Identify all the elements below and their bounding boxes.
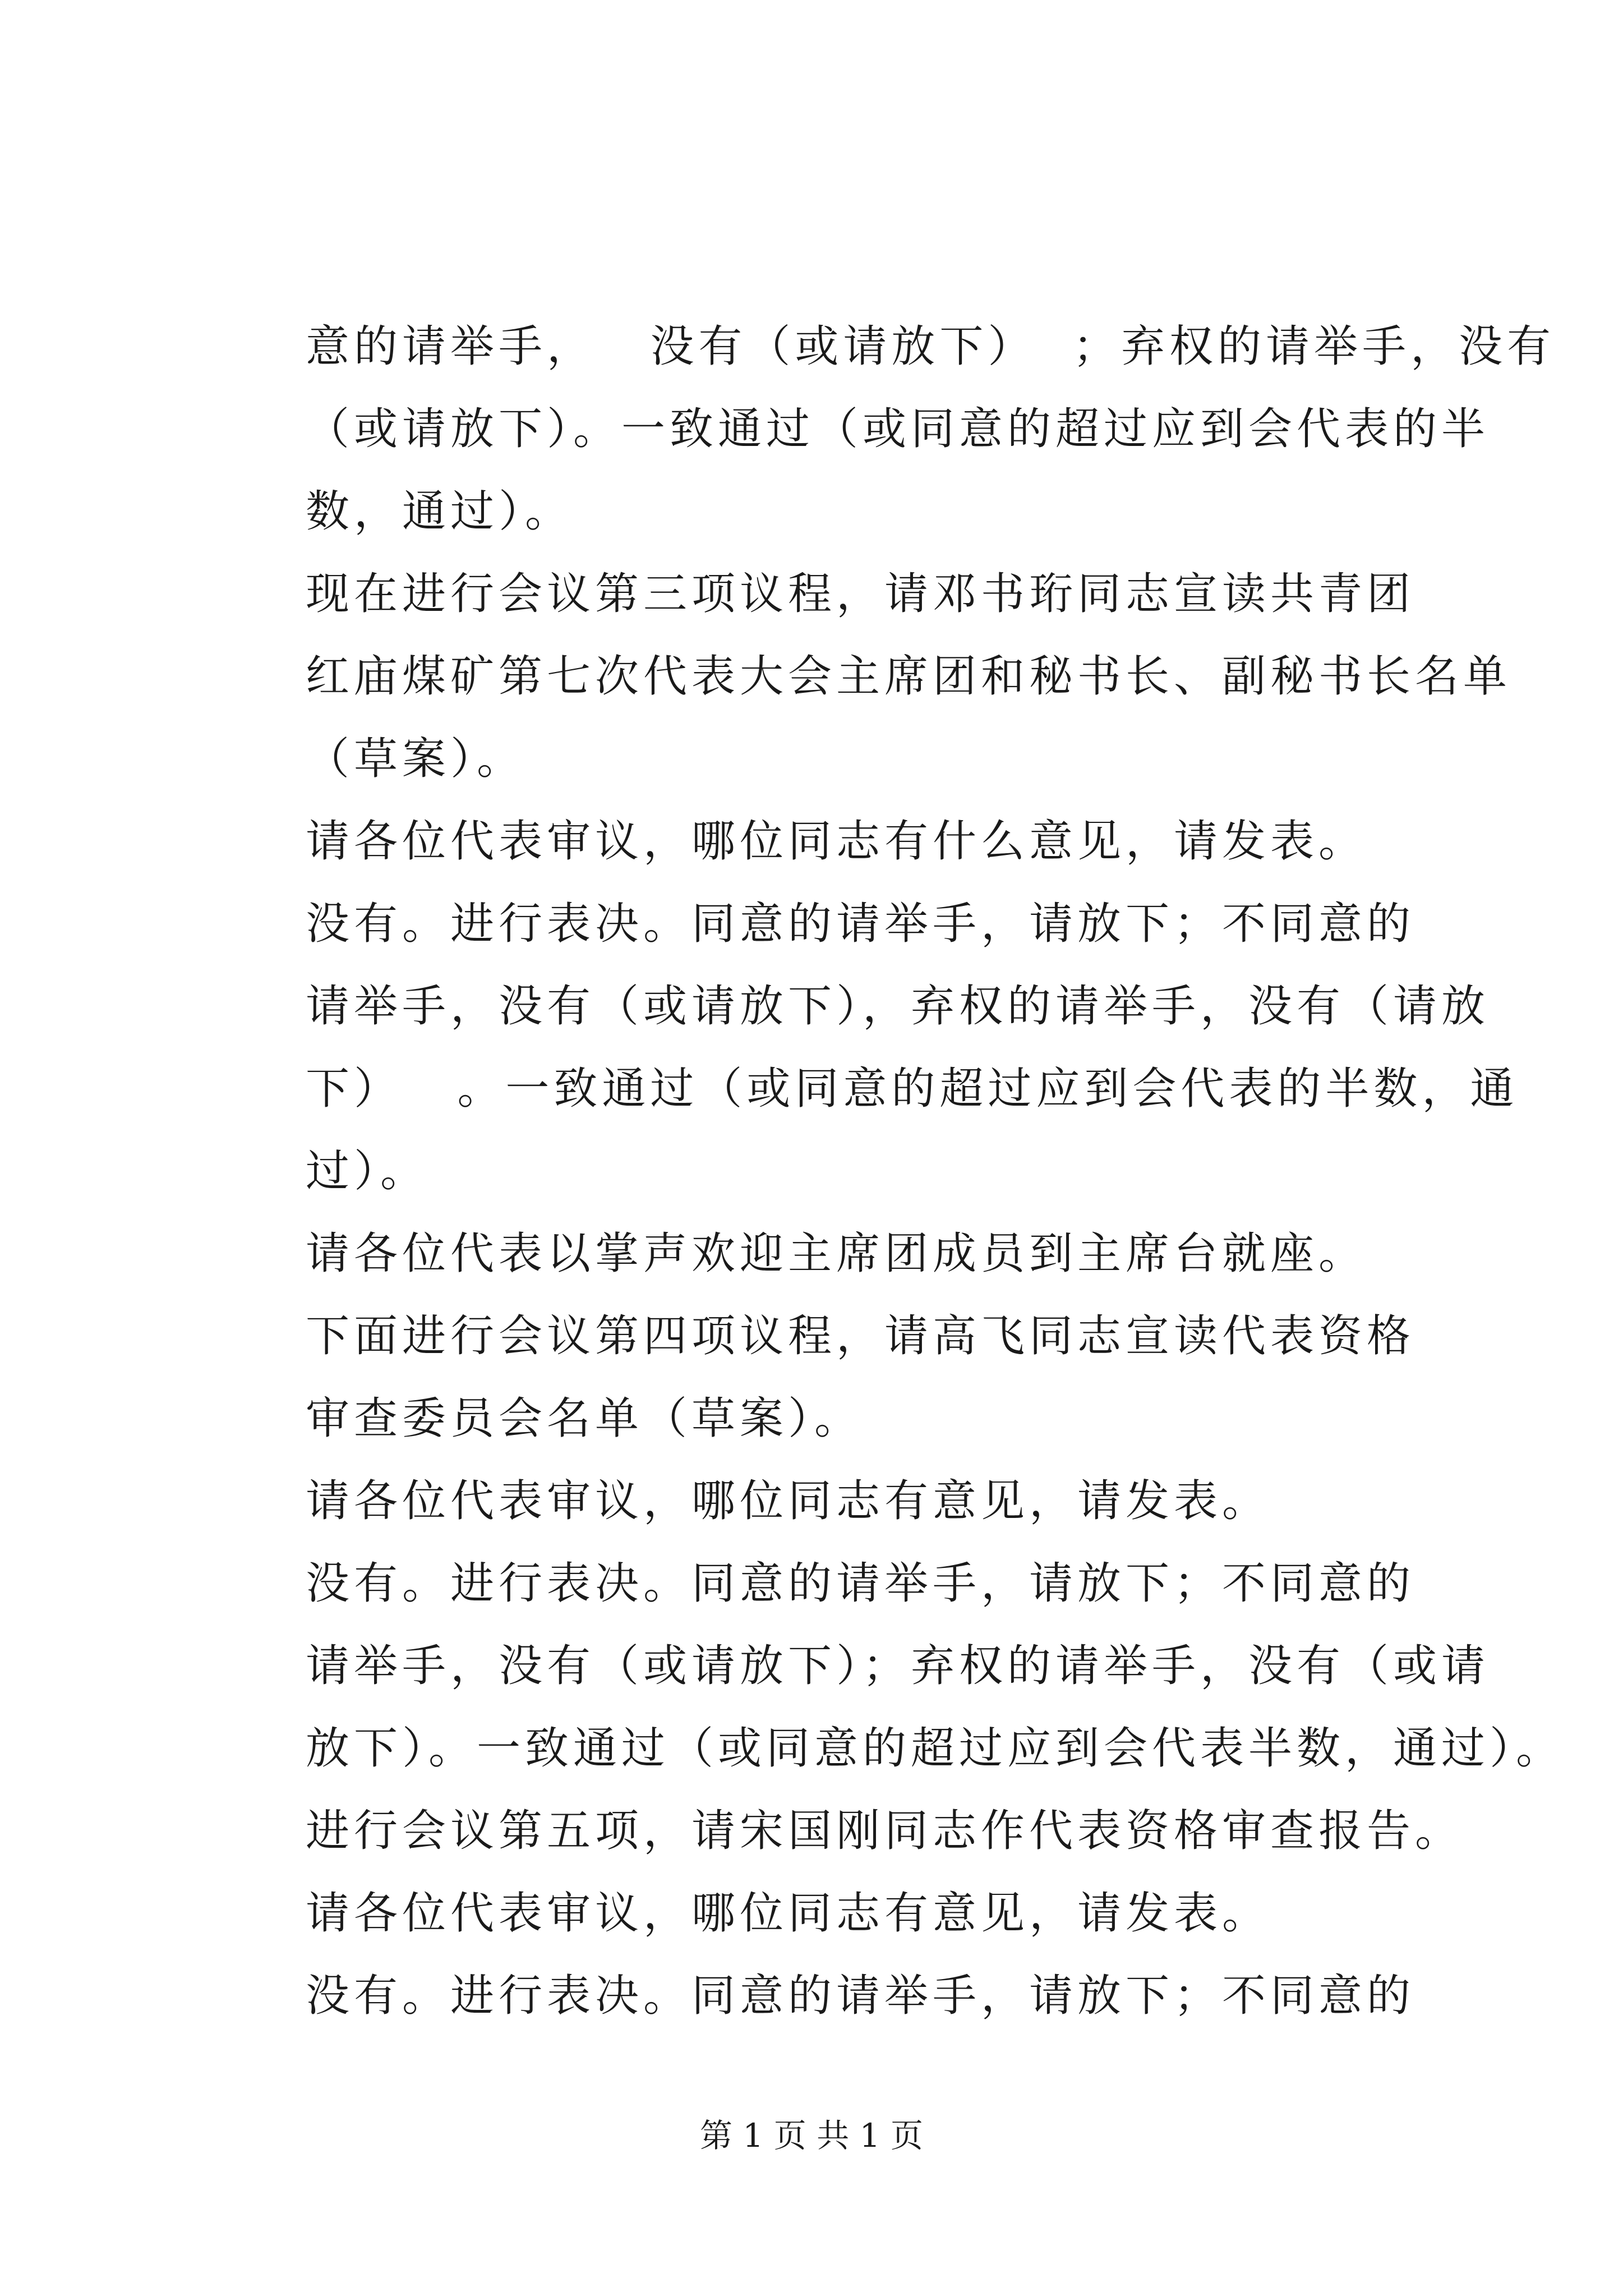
text-line: （草案）。 bbox=[306, 734, 525, 784]
text-line: 请各位代表审议，哪位同志有什么意见，请发表。 bbox=[306, 816, 1367, 867]
text-line: 进行会议第五项，请宋国刚同志作代表资格审查报告。 bbox=[306, 1806, 1464, 1856]
text-line: 没有。进行表决。同意的请举手，请放下；不同意的 bbox=[306, 1971, 1415, 2021]
document-body bbox=[306, 306, 1565, 2037]
text-line: 请举手，没有（或请放下），弃权的请举手，没有（请放 bbox=[306, 981, 1490, 1032]
text-line: 请举手，没有（或请放下）；弃权的请举手，没有（或请 bbox=[306, 1641, 1490, 1691]
text-line: 没有。进行表决。同意的请举手，请放下；不同意的 bbox=[306, 899, 1415, 949]
text-line: 红庙煤矿第七次代表大会主席团和秘书长、副秘书长名单 bbox=[306, 651, 1512, 702]
text-line: 现在进行会议第三项议程，请邓书珩同志宣读共青团 bbox=[306, 569, 1415, 619]
text-line: 请各位代表以掌声欢迎主席团成员到主席台就座。 bbox=[306, 1228, 1367, 1279]
text-line: 下） 。一致通过（或同意的超过应到会代表的半数，通 bbox=[306, 1064, 1519, 1114]
page-number: 第 1 页 共 1 页 bbox=[700, 2116, 923, 2155]
text-line: 审查委员会名单（草案）。 bbox=[306, 1393, 863, 1444]
text-line: 请各位代表审议，哪位同志有意见，请发表。 bbox=[306, 1888, 1271, 1939]
text-line: 过）。 bbox=[306, 1146, 429, 1197]
text-line: 数，通过）。 bbox=[306, 486, 574, 537]
text-line: 下面进行会议第四项议程，请高飞同志宣读代表资格 bbox=[306, 1311, 1415, 1361]
text-line: 没有。进行表决。同意的请举手，请放下；不同意的 bbox=[306, 1558, 1415, 1609]
text-line: （或请放下）。一致通过（或同意的超过应到会代表的半 bbox=[306, 404, 1490, 454]
text-line: 放下）。一致通过（或同意的超过应到会代表半数，通过）。 bbox=[306, 1723, 1565, 1774]
text-line: 请各位代表审议，哪位同志有意见，请发表。 bbox=[306, 1476, 1271, 1526]
text-line: 意的请举手， 没有（或请放下） ；弃权的请举手，没有 bbox=[306, 321, 1555, 372]
